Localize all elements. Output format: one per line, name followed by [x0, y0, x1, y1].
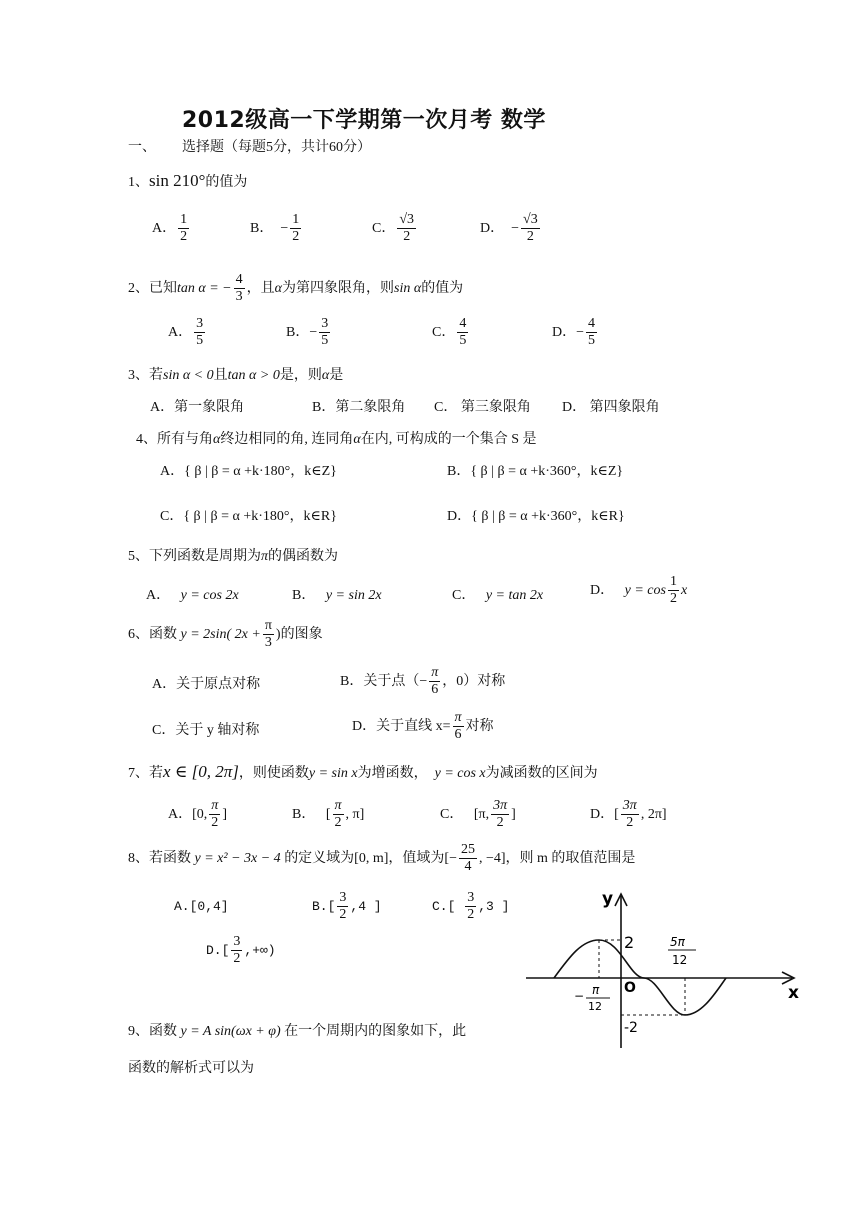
- q8-option-c: C.[ $\frac{3}{2}$ ,3 ]: [432, 890, 510, 923]
- origin-label: O: [624, 980, 636, 996]
- q2-option-c: C． $\frac{4}{5}$: [432, 316, 467, 349]
- q6-option-a: A．关于原点对称: [152, 677, 261, 692]
- q1-expr: sin 210°: [149, 171, 206, 190]
- question-5: 5、下列函数是周期为π的偶函数为: [128, 549, 339, 564]
- q1-option-a: A． $\frac{1}{2}$: [152, 212, 188, 245]
- q3-option-a: A．第一象限角: [150, 400, 245, 415]
- q1-text: 的值为: [205, 175, 248, 190]
- question-3: 3、若sin α < 0且tan α > 0是，则α是: [128, 368, 344, 383]
- sine-graph-figure: [520, 880, 820, 1055]
- section-label: 选择题（每题5分，共计60分）: [182, 140, 371, 155]
- q4-option-c: C．{ β | β = α +k·180°，k∈R}: [160, 509, 337, 524]
- q6-option-c: C．关于 y 轴对称: [152, 723, 260, 738]
- q1-option-b: B． − $\frac{1}{2}$: [250, 212, 300, 245]
- five-pi-numerator: 5π: [670, 935, 685, 949]
- question-6: 6、函数 y = 2sin( 2x + $\frac{\pi}{3}$ )的图象: [128, 618, 323, 651]
- question-4: 4、所有与角α终边相同的角, 连同角α在内, 可构成的一个集合 S 是: [136, 432, 537, 447]
- q5-option-c: C． y = tan 2x: [452, 588, 544, 603]
- section-number: 一、: [128, 140, 156, 155]
- q3-option-c: C． 第三象限角: [434, 400, 531, 415]
- neg-sign-label: −: [574, 989, 585, 1003]
- q8-option-a: A.[0,4]: [174, 899, 229, 914]
- y-axis-label: y: [602, 889, 614, 909]
- q4-option-b: B．{ β | β = α +k·360°，k∈Z}: [447, 464, 624, 479]
- question-7: 7、若x ∈ [0, 2π]，则使函数y = sin x为增函数， y = cos x为减函数的区间为: [128, 762, 598, 781]
- q7-option-c: C． [π, $\frac{3\pi}{2}$ ]: [440, 798, 516, 831]
- question-9-line2: 函数的解析式可以为: [128, 1061, 254, 1076]
- q6-option-b: B．关于点（− $\frac{\pi}{6}$ ，0）对称: [340, 665, 506, 698]
- q3-option-d: D． 第四象限角: [562, 400, 660, 415]
- max-value-label: 2: [624, 933, 635, 952]
- q1-option-d: D． − $\frac{√3}{2}$: [480, 212, 538, 245]
- question-9: 9、函数 y = A sin(ωx + φ) 在一个周期内的图象如下，此: [128, 1024, 467, 1039]
- q5-option-d: D． y = cos $\frac{1}{2}$ x: [590, 574, 688, 607]
- q4-option-d: D．{ β | β = α +k·360°，k∈R}: [447, 509, 625, 524]
- page-title: 2012级高一下学期第一次月考 数学: [182, 108, 546, 133]
- q4-option-a: A．{ β | β = α +k·180°，k∈Z}: [160, 464, 337, 479]
- q2-option-d: D．− $\frac{4}{5}$: [552, 316, 596, 349]
- x-axis-label: x: [788, 983, 799, 1003]
- q8-option-b: B.[ $\frac{3}{2}$ ,4 ]: [312, 890, 382, 923]
- q2-option-b: B．− $\frac{3}{5}$: [286, 316, 329, 349]
- neg-pi-denominator: 12: [588, 1000, 602, 1013]
- q6-option-d: D．关于直线 x= $\frac{\pi}{6}$ 对称: [352, 710, 494, 743]
- q3-option-b: B．第二象限角: [312, 400, 406, 415]
- five-pi-denominator: 12: [672, 953, 688, 967]
- q1-option-c: C． $\frac{√3}{2}$: [372, 212, 415, 245]
- question-1: [128, 171, 247, 191]
- q5-option-b: B． y = sin 2x: [292, 588, 382, 603]
- q5-option-a: A． y = cos 2x: [146, 588, 239, 603]
- question-8: 8、若函数 y = x² − 3x − 4 的定义域为[0, m]，值域为[− $\frac{25}{4}$ , −4]，则 m 的取值范围是: [128, 842, 636, 875]
- min-value-label: -2: [624, 1020, 638, 1036]
- q1-number: 1、: [128, 175, 149, 190]
- q7-option-a: A．[0, $\frac{\pi}{2}$ ]: [168, 798, 227, 831]
- neg-pi-numerator: π: [592, 983, 600, 997]
- question-2: 2、已知tan α = − $\frac{4}{3}$ ，且α为第四象限角，则sin α的值为: [128, 272, 464, 305]
- q2-option-a: A． $\frac{3}{5}$: [168, 316, 204, 349]
- q8-option-d: D.[ $\frac{3}{2}$ ,+∞): [206, 934, 276, 967]
- q7-option-d: D．[ $\frac{3\pi}{2}$ , 2π]: [590, 798, 667, 831]
- q7-option-b: B． [ $\frac{\pi}{2}$ , π]: [292, 798, 365, 831]
